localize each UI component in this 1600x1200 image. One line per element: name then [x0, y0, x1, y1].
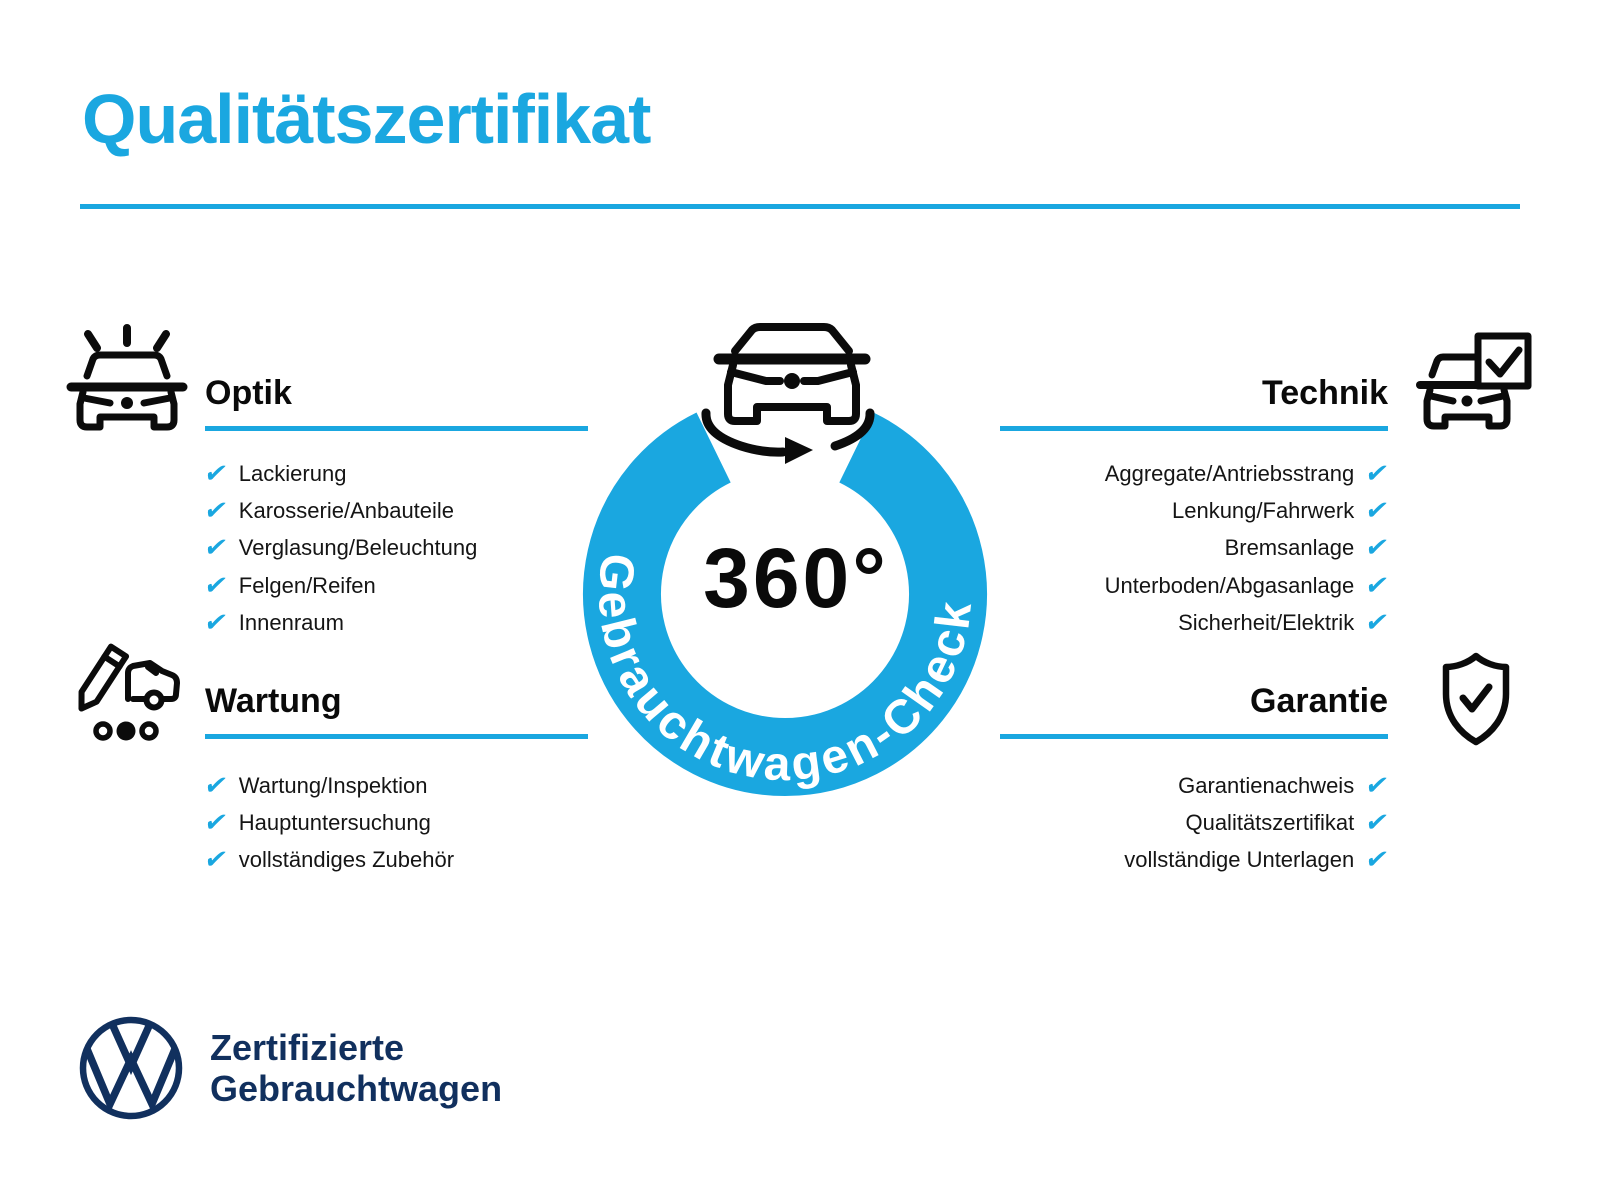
- car-roof: [87, 355, 167, 376]
- section-heading-optik: Optik: [205, 374, 292, 412]
- check-icon: ✔: [201, 608, 230, 639]
- dot-outline-left: [96, 724, 110, 738]
- check-icon: ✔: [1363, 570, 1392, 601]
- dot-filled-center: [117, 722, 136, 741]
- list-item-label: Hauptuntersuchung: [238, 810, 431, 836]
- pencil-body: [74, 647, 126, 714]
- vw-logo: [83, 1020, 179, 1116]
- car-emblem-dot: [1462, 396, 1473, 407]
- brand-line-2: Gebrauchtwagen: [210, 1068, 503, 1109]
- shine-rays: [88, 328, 166, 348]
- check-icon: ✔: [201, 458, 230, 489]
- checkbox-square: [1478, 336, 1528, 386]
- list-item-label: Bremsanlage: [1224, 535, 1355, 561]
- check-icon: ✔: [1363, 608, 1392, 639]
- pencil-eraser-line: [104, 657, 119, 667]
- check-icon: ✔: [201, 533, 230, 564]
- list-item-label: Unterboden/Abgasanlage: [1104, 572, 1355, 598]
- list-item-label: vollständige Unterlagen: [1124, 847, 1355, 873]
- check-icon: ✔: [201, 808, 230, 839]
- list-item-label: Wartung/Inspektion: [238, 772, 428, 798]
- car-roof: [735, 327, 849, 351]
- section-heading-wartung: Wartung: [205, 682, 342, 720]
- rotating-car-icon: [706, 327, 870, 464]
- check-icon: ✔: [201, 845, 230, 876]
- degrees-label: 360°: [703, 531, 889, 625]
- section-heading-garantie: Garantie: [1250, 682, 1388, 720]
- car-emblem-dot: [121, 397, 133, 409]
- ring-label: Gebrauchtwagen-Check: [587, 550, 983, 792]
- list-item-label: Felgen/Reifen: [238, 572, 376, 598]
- check-icon: ✔: [201, 770, 230, 801]
- list-item-label: Garantienachweis: [1178, 772, 1355, 798]
- list-item-label: Verglasung/Beleuchtung: [238, 535, 478, 561]
- check-icon: ✔: [1363, 808, 1392, 839]
- vehicle-wheel: [147, 693, 162, 708]
- list-item-label: Qualitätszertifikat: [1185, 810, 1355, 836]
- vw-logo-w: [87, 1049, 175, 1104]
- pencil-icon: [74, 647, 126, 714]
- brand-line-1: Zertifizierte: [210, 1027, 405, 1068]
- list-item-label: Sicherheit/Elektrik: [1178, 610, 1355, 636]
- dot-outline-right: [142, 724, 156, 738]
- list-item-label: Karosserie/Anbauteile: [238, 498, 455, 524]
- shield-check: [1463, 687, 1489, 709]
- rotation-arrowhead: [785, 437, 813, 464]
- section-heading-technik: Technik: [1262, 374, 1388, 412]
- list-item-label: Aggregate/Antriebsstrang: [1104, 460, 1355, 486]
- optik-car-icon: [71, 328, 183, 427]
- list-item-label: vollständiges Zubehör: [238, 847, 455, 873]
- check-icon: ✔: [1363, 496, 1392, 527]
- technik-checkbox-car-icon: [1420, 336, 1528, 426]
- check-icon: ✔: [1363, 458, 1392, 489]
- list-item-label: Lenkung/Fahrwerk: [1171, 498, 1355, 524]
- check-icon: ✔: [1363, 770, 1392, 801]
- check-icon: ✔: [1363, 845, 1392, 876]
- check-icon: ✔: [1363, 533, 1392, 564]
- wartung-service-icon: [74, 647, 177, 741]
- ring-graphic: [587, 427, 982, 792]
- list-item-label: Lackierung: [238, 460, 347, 486]
- check-icon: ✔: [201, 570, 230, 601]
- garantie-shield-icon: [1446, 656, 1506, 742]
- page-title: Qualitätszertifikat: [82, 80, 651, 158]
- car-emblem-dot: [784, 373, 800, 389]
- check-icon: ✔: [201, 496, 230, 527]
- list-item-label: Innenraum: [238, 610, 344, 636]
